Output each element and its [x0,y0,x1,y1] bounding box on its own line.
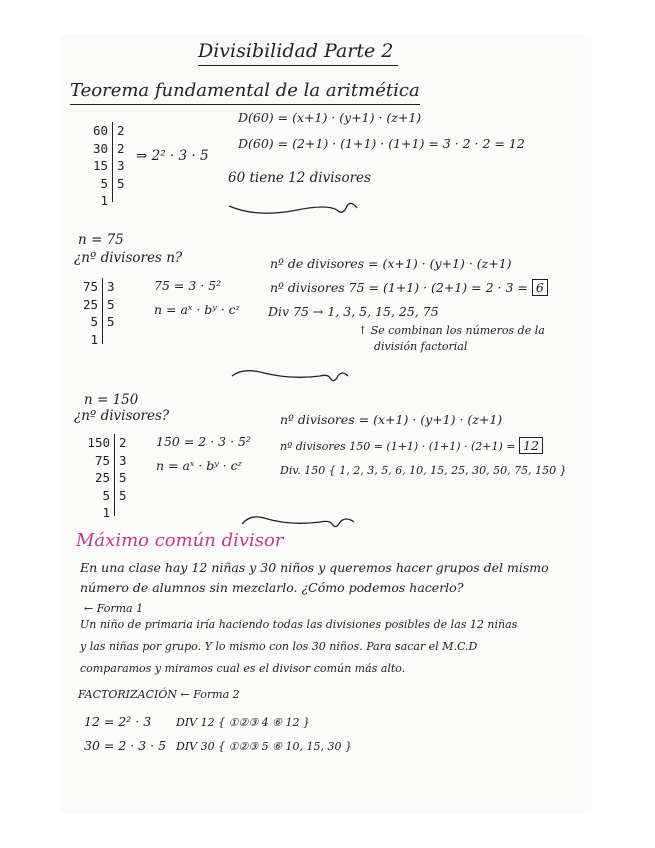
prime-value: 5 [119,470,127,485]
factorization-60: ⇒ 2² · 3 · 5 [136,148,209,164]
prime-column-150 [119,434,127,504]
factor-value: 75 [94,452,110,468]
question-75: ¿nº divisores n? [74,250,183,266]
notebook-page [62,36,590,812]
prime-value: 3 [107,279,115,294]
factorization-12: 12 = 2² · 3 [84,714,152,729]
divisor-formula-150: nº divisores = (x+1) · (y+1) · (z+1) [280,412,503,427]
note-line2: división factorial [374,340,468,353]
divisor-formula-75: nº de divisores = (x+1) · (y+1) · (z+1) [270,256,512,271]
factor-value: 1 [90,331,98,347]
result-box-75: 6 [532,279,548,296]
factor-divider [102,278,103,344]
prime-value: 5 [119,487,127,503]
factor-divider [112,122,113,202]
factorization-75: 75 = 3 · 5² [154,278,222,293]
section4-heading: Máximo común divisor [76,530,284,551]
factorizacion-label: FACTORIZACIÓN ← Forma 2 [78,688,240,701]
divisors-12: DIV 12 { ①②③ 4 ⑥ 12 } [176,716,311,729]
title-underline [198,65,398,66]
factor-value: 150 [87,435,110,450]
factor-column-150 [78,434,110,522]
factor-value: 1 [100,193,108,208]
method1-line2: y las niñas por grupo. Y lo mismo con los 30 niños. Para sacar el M.C.D [80,640,478,653]
factor-value: 15 [92,158,108,173]
forma1-label: ← Forma 1 [84,602,144,615]
divisor-list-150: Div. 150 { 1, 2, 3, 5, 6, 10, 15, 25, 30, 50, 75, 150 } [280,464,567,477]
prime-value: 5 [107,296,115,312]
conclusion-60: 60 tiene 12 divisores [228,170,371,186]
method1-line1: Un niño de primaria iría haciendo todas las divisiones posibles de las 12 niñas [80,618,518,631]
factor-value: 5 [90,314,98,329]
prime-value: 5 [107,314,115,329]
factor-value: 25 [94,470,110,485]
divisor-calc-75 [270,280,548,295]
factor-value: 1 [102,505,110,520]
result-box-150: 12 [519,437,543,454]
prime-value: 5 [117,175,125,191]
factor-column-60 [84,122,108,210]
prime-value: 3 [119,452,127,468]
note-line1: ↑ Se combinan los números de la [358,324,545,337]
squiggle-divider-icon [230,364,360,388]
squiggle-divider-icon [227,196,367,220]
n-75: n = 75 [78,232,124,248]
factorization-150: 150 = 2 · 3 · 5² [156,434,251,449]
general-form-75: n = aˣ · bʸ · cᶻ [154,302,240,317]
factor-value: 5 [100,175,108,191]
n-150: n = 150 [84,392,139,408]
factor-value: 60 [92,123,108,138]
section1-underline [70,104,420,105]
divisor-formula-60: D(60) = (x+1) · (y+1) · (z+1) [238,110,422,125]
prime-value: 3 [117,158,125,173]
factor-value: 30 [92,140,108,156]
prime-value: 2 [119,435,127,450]
prime-column-75 [107,278,115,331]
prime-value: 2 [117,140,125,156]
divisor-calc-150-text: nº divisores 150 = (1+1) · (1+1) · (2+1) = [280,440,516,453]
prime-value: 2 [117,123,125,138]
method1-line3: comparamos y miramos cual es el divisor común más alto. [80,662,406,675]
factorization-30: 30 = 2 · 3 · 5 [84,738,167,753]
divisor-calc-60: D(60) = (2+1) · (1+1) · (1+1) = 3 · 2 · 2 = 12 [238,136,525,151]
question-150: ¿nº divisores? [74,408,170,424]
factor-value: 5 [102,487,110,503]
general-form-150: n = aˣ · bʸ · cᶻ [156,458,242,473]
divisor-calc-150 [280,438,543,453]
problem-line1: En una clase hay 12 niñas y 30 niños y queremos hacer grupos del mismo [80,560,549,575]
factor-value: 25 [82,296,98,312]
factor-value: 75 [82,279,98,294]
divisors-30: DIV 30 { ①②③ 5 ⑥ 10, 15, 30 } [176,740,352,753]
divisor-list-75: Div 75 → 1, 3, 5, 15, 25, 75 [268,304,439,319]
section1-heading: Teorema fundamental de la aritmética [70,80,420,101]
divisor-calc-75-text: nº divisores 75 = (1+1) · (2+1) = 2 · 3 = [270,280,528,295]
factor-column-75 [74,278,98,348]
page-title: Divisibilidad Parte 2 [198,40,394,62]
prime-column-60 [117,122,125,192]
factor-divider [114,434,115,516]
problem-line2: número de alumnos sin mezclarlo. ¿Cómo podemos hacerlo? [80,580,464,595]
